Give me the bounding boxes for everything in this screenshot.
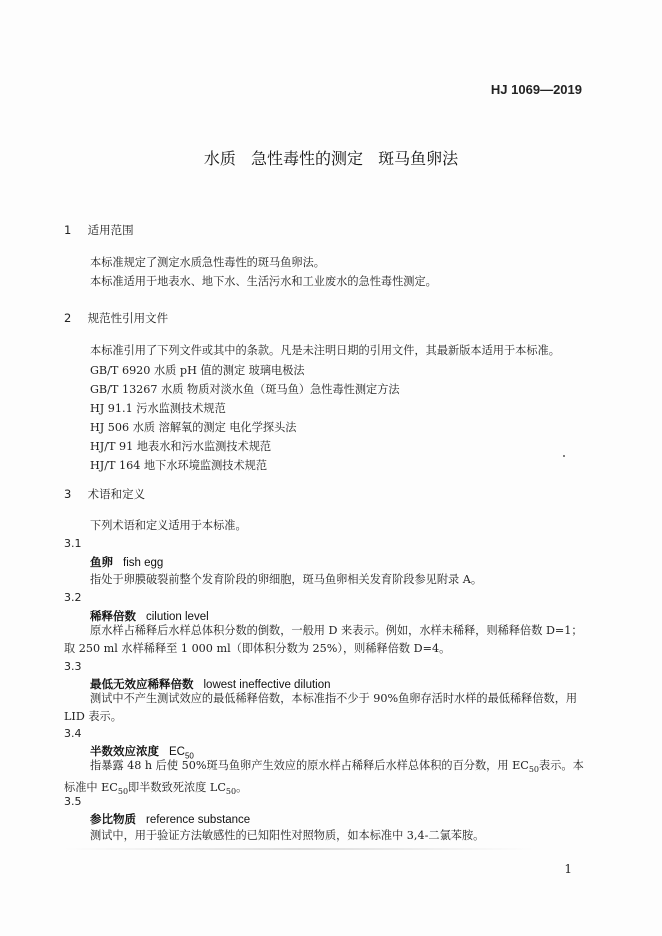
term-en: lowest ineffective dilution [203,679,331,691]
scan-artifact [64,848,534,850]
term-en: reference substance [146,814,251,826]
def-part: 。 [236,781,248,795]
def-sub: 50 [225,787,237,797]
term-zh: 稀释倍数 [90,609,136,623]
term-definition: 测试中，用于验证方法敏感性的已知阳性对照物质，如本标准中 3,4-二氯苯胺。 [90,829,485,842]
reference-item: GB/T 6920 水质 pH 值的测定 玻璃电极法 [90,364,305,377]
page-number: 1 [564,862,572,876]
section-number: 1 [64,223,72,237]
term-number: 3.4 [64,727,82,740]
section-number: 3 [64,487,72,501]
paragraph: 本标准引用了下列文件或其中的条款。凡是未注明日期的引用文件，其最新版本适用于本标准。 [90,344,560,357]
def-sub: 50 [528,765,540,775]
term-zh: 参比物质 [90,812,136,826]
paragraph: 本标准适用于地表水、地下水、生活污水和工业废水的急性毒性测定。 [90,275,437,288]
reference-item: HJ/T 164 地下水环境监测技术规范 [90,459,268,472]
reference-item: HJ 91.1 污水监测技术规范 [90,402,226,415]
scan-speck [563,455,565,457]
term-number: 3.3 [64,660,82,673]
term-number: 3.5 [64,795,82,808]
term-definition: 指处于卵膜破裂前整个发育阶段的卵细胞，斑马鱼卵相关发育阶段参见附录 A。 [90,573,483,586]
term-definition: 原水样占稀释后水样总体积分数的倒数，一般用 D 来表示。例如，水样未稀释，则稀释倍数 D=1；取 250 ml 水样稀释至 1 000 ml（即体积分数为 25%），则稀释倍数 D=4。 [64,624,583,655]
term-en: fish egg [123,557,164,569]
section-1-heading [64,222,134,238]
section-3-heading [64,486,145,502]
term-zh: 鱼卵 [90,555,113,569]
section-title: 规范性引用文件 [87,311,169,325]
section-number: 2 [64,311,72,325]
reference-item: GB/T 13267 水质 物质对淡水鱼（斑马鱼）急性毒性测定方法 [90,383,400,396]
term-en-sub: 50 [184,751,194,761]
term-number: 3.2 [64,591,82,604]
term-definition: 测试中不产生测试效应的最低稀释倍数，本标准指不少于 90%鱼卵存活时水样的最低稀释倍数，用 LID 表示。 [64,692,578,723]
section-title: 适用范围 [87,223,134,237]
section-title: 术语和定义 [87,487,146,501]
term-heading [90,811,250,827]
term-heading [90,554,163,570]
standard-code: HJ 1069—2019 [490,82,582,97]
term-en: cilution level [146,611,209,623]
section-2-heading [64,310,168,326]
paragraph: 本标准规定了测定水质急性毒性的斑马鱼卵法。 [90,256,325,269]
term-zh: 最低无效应稀释倍数 [90,677,194,691]
term-definition [64,757,584,801]
term-number: 3.1 [64,537,82,550]
term-zh: 半数效应浓度 [90,744,159,758]
def-sub: 50 [117,787,129,797]
reference-item: HJ 506 水质 溶解氧的测定 电化学探头法 [90,421,297,434]
term-en-main: EC [169,746,185,758]
document-title: 水质 急性毒性的测定 斑马鱼卵法 [203,149,459,168]
reference-item: HJ/T 91 地表水和污水监测技术规范 [90,440,272,453]
def-part: 即半数致死浓度 LC [128,781,226,795]
paragraph: 下列术语和定义适用于本标准。 [90,519,247,532]
def-part: 表示。本标准中 EC [64,759,584,795]
def-part: 指暴露 48 h 后使 50%斑马鱼卵产生效应的原水样占稀释后水样总体积的百分数，用 EC [90,759,529,772]
